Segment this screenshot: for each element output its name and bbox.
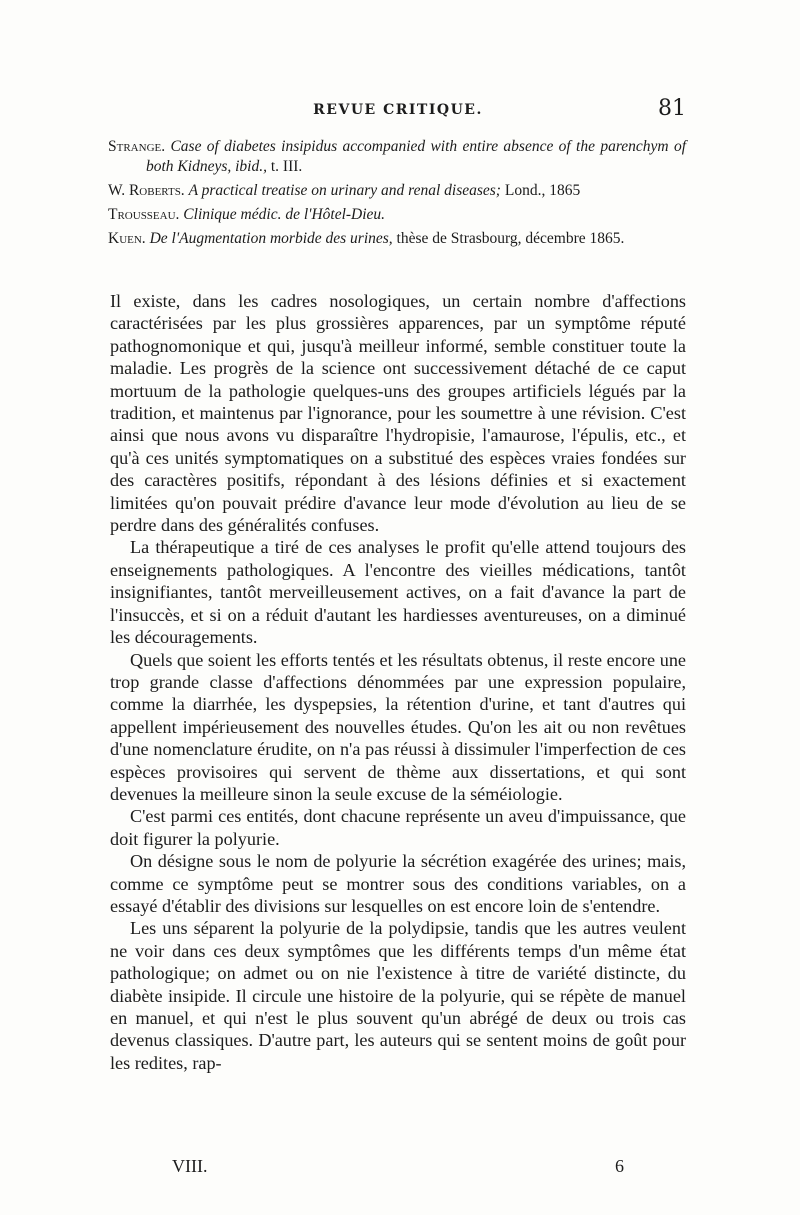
paragraph: Il existe, dans les cadres nosologiques, un certain nombre d'affections caractérisées par les plus grossières apparences, par un symptôme réputé pathognomonique et qui, jusqu'à meilleur informé, semble constituer toute la maladie. Les progrès de la science ont successivement détaché de ce caput mortuum de la pathologie quelques-uns des groupes artificiels légués par la tradition, et maintenus par l'ignorance, pour les soumettre à une révision. C'est ainsi que nous avons vu disparaître l'hydropisie, l'amaurose, l'épulis, etc., et qu'à ces unités symptomatiques on a substitué des espèces vraies fondées sur des caractères positifs, répondant à des lésions définies et si exactement limitées qu'on pouvait prédire d'avance leur mode d'évolution au lieu de se perdre dans des généralités confuses. [110, 291, 686, 536]
page-header [108, 96, 688, 126]
bibliography-list [108, 137, 686, 253]
bibliography-entry [108, 137, 686, 177]
paragraph: On désigne sous le nom de polyurie la sécrétion exagérée des urines; mais, comme ce symptôme peut se montrer sous des conditions variables, on a essayé d'établir des divisions sur lesquelles on est encore loin de s'entendre. [110, 851, 686, 916]
paragraph: Les uns séparent la polyurie de la polydipsie, tandis que les autres veulent ne voir dans ces deux symptômes que les différents temps d'un même état pathologique; on admet ou on nie l'existence à titre de variété distincte, du diabète insipide. Il circule une histoire de la polyurie, qui se répète de manuel en manuel, et qui n'est le plus souvent qu'un abrégé de deux ou trois cas devenus classiques. D'autre part, les auteurs qui se sentent moins de goût pour les redites, rap- [110, 918, 686, 1073]
bibliography-entry [108, 229, 686, 249]
paragraph: La thérapeutique a tiré de ces analyses le profit qu'elle attend toujours des enseignements pathologiques. A l'encontre des vieilles médications, tantôt insignifiantes, tantôt merveilleusement actives, on a fait d'avance la part de l'insuccès, et si on a réduit d'autant les hardiesses aventureuses, on a diminué les découragements. [110, 537, 686, 648]
ref-author: Kuen. [108, 230, 146, 247]
body-text [110, 290, 686, 1074]
ref-author: W. Roberts. [108, 182, 185, 199]
sheet-number: 6 [615, 1156, 624, 1176]
bibliography-entry [108, 181, 686, 201]
page-footer [108, 1156, 686, 1180]
ref-author: Strange. [108, 138, 166, 155]
running-head: REVUE CRITIQUE. [313, 102, 483, 118]
ref-title: De l'Augmentation morbide des urines, [149, 230, 393, 247]
ref-author: Trousseau. [108, 206, 180, 223]
ref-title: Case of diabetes insipidus accompanied with entire absence of the parenchym of both Kidneys, ibid., [146, 138, 687, 175]
paragraph: Quels que soient les efforts tentés et les résultats obtenus, il reste encore une trop grande classe d'affections dénommées par une expression populaire, comme la diarrhée, les dyspepsies, la rétention d'urine, et tant d'autres qui appellent impérieusement des nouvelles études. Qu'on les ait ou non revêtues d'une nomenclature érudite, on n'a pas réussi à dissimuler l'imperfection de ces espèces provisoires qui servent de thème aux dissertations, et qui sont devenues la meilleure sinon la seule excuse de la séméiologie. [110, 649, 686, 804]
page-number: 81 [658, 96, 686, 121]
ref-details: t. III. [266, 158, 303, 175]
ref-title: A practical treatise on urinary and renal diseases; [188, 182, 501, 199]
ref-title: Clinique médic. de l'Hôtel-Dieu. [183, 206, 386, 223]
ref-details: thèse de Strasbourg, décembre 1865. [392, 230, 625, 247]
ref-details: Lond., 1865 [500, 182, 581, 199]
signature-mark: VIII. [172, 1156, 208, 1176]
paragraph: C'est parmi ces entités, dont chacune représente un aveu d'impuissance, que doit figurer la polyurie. [110, 806, 686, 849]
bibliography-entry [108, 205, 686, 225]
